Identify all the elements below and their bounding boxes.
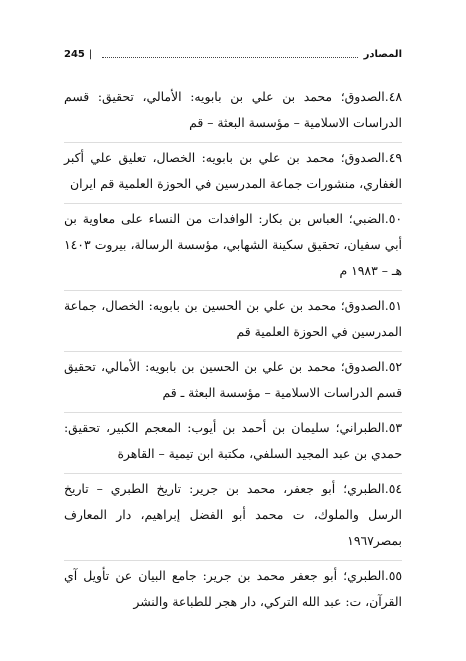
entry-divider [64,412,402,413]
entry-divider [64,142,402,143]
reference-text: الطبري؛ أبو جعفر، محمد بن جرير: تاريخ الطبري – تاريخ الرسل والملوك، ت محمد أبو الفضل إبراهيم، دار المعارف بمصر١٩٦٧ [64,481,402,548]
document-page [64,44,402,644]
reference-text: الصدوق؛ محمد بن علي بن بابويه: الخصال، تعليق علي أكبر الغفاري، منشورات جماعة المدرسين في الحوزة العلمية قم ايران [64,150,402,191]
reference-entry [64,415,402,476]
reference-entry [64,293,402,354]
reference-text: الصدوق؛ محمد بن علي بن الحسين بن بابويه: الخصال، جماعة المدرسين في الحوزة العلمية قم [64,298,402,339]
reference-entry [64,563,402,617]
reference-entry [64,145,402,206]
reference-text: الطبراني؛ سليمان بن أحمد بن أيوب: المعجم الكبير، تحقيق: حمدي بن عبد المجيد السلفي، مكتبة ابن تيمية – القاهرة [64,420,402,461]
entry-divider [64,473,402,474]
reference-text: الصدوق؛ محمد بن علي بن بابويه: الأمالي، تحقيق: قسم الدراسات الاسلامية – مؤسسة البعثة – قم [64,89,402,130]
reference-text: الطبري؛ أبو جعفر محمد بن جرير: جامع البيان عن تأويل آي القرآن، ت: عبد الله التركي، دار هجر للطباعة والنشر [64,568,402,609]
reference-number: ٥٤. [384,481,402,496]
entry-divider [64,290,402,291]
reference-number: ٤٨. [384,89,402,104]
reference-entry [64,206,402,293]
reference-number: ٥٠. [384,211,402,226]
header-separator: | [88,48,93,60]
reference-text: الضبي؛ العباس بن بكار: الوافدات من النساء على معاوية بن أبي سفيان، تحقيق سكينة الشهابي، مؤسسة الرسالة، بيروت ١٤٠٣ هـ – ١٩٨٣ م [64,211,402,278]
running-header [64,44,402,64]
entry-divider [64,203,402,204]
reference-number: ٥١. [384,298,402,313]
header-dot-leader [102,57,357,58]
reference-entry [64,476,402,563]
reference-number: ٤٩. [384,150,402,165]
reference-text: الصدوق؛ محمد بن علي بن الحسين بن بابويه: الأمالي، تحقيق قسم الدراسات الاسلامية – مؤسسة البعثة ـ قم [64,359,402,400]
page-number: 245 [64,48,85,60]
reference-entry [64,84,402,145]
references-list [64,84,402,617]
reference-entry [64,354,402,415]
entry-divider [64,351,402,352]
reference-number: ٥٢. [384,359,402,374]
reference-number: ٥٣. [384,420,402,435]
reference-number: ٥٥. [384,568,402,583]
header-title: المصادر [363,48,402,60]
entry-divider [64,560,402,561]
